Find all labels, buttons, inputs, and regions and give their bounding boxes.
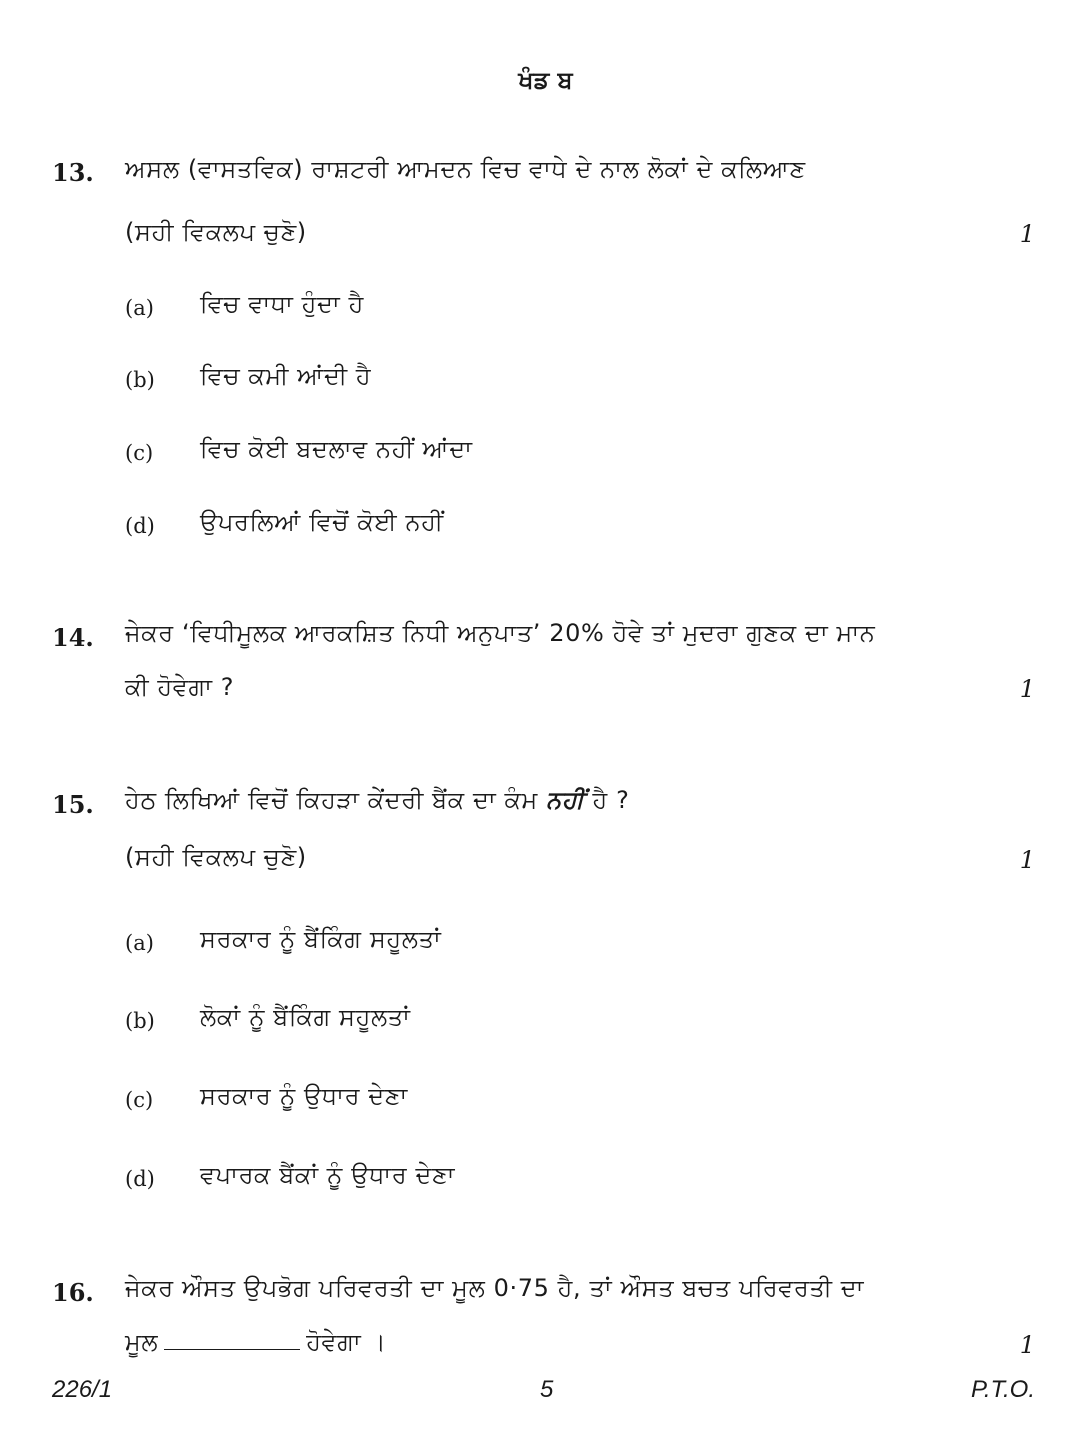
question-number: 14. bbox=[52, 623, 94, 652]
option-text: ਸਰਕਾਰ ਨੂੰ ਉਧਾਰ ਦੇਣਾ bbox=[200, 1082, 408, 1110]
option-letter: (b) bbox=[125, 368, 155, 392]
question-instruction: (ਸਹੀ ਵਿਕਲਪ ਚੁਣੋ) bbox=[125, 843, 307, 871]
marks: 1 bbox=[1019, 220, 1035, 248]
question-instruction: (ਸਹੀ ਵਿਕਲਪ ਚੁਣੋ) bbox=[125, 218, 307, 246]
option-letter: (d) bbox=[125, 514, 155, 538]
question-text-part: ਹੋਵੇਗਾ । bbox=[306, 1328, 387, 1356]
option-letter: (b) bbox=[125, 1009, 155, 1033]
option-text: ਵਪਾਰਕ ਬੈਂਕਾਂ ਨੂੰ ਉਧਾਰ ਦੇਣਾ bbox=[200, 1161, 456, 1189]
question-text-part: ਮੂਲ bbox=[125, 1328, 159, 1356]
option-letter: (c) bbox=[125, 441, 154, 465]
option-text: ਸਰਕਾਰ ਨੂੰ ਬੈਂਕਿੰਗ ਸਹੂਲਤਾਂ bbox=[200, 925, 442, 953]
option-letter: (c) bbox=[125, 1088, 154, 1112]
question-text: ਜੇਕਰ ‘ਵਿਧੀਮੂਲਕ ਆਰਕਸ਼ਿਤ ਨਿਧੀ ਅਨੁਪਾਤ’ 20% ਹੋਵੇ ਤਾਂ ਮੁਦਰਾ ਗੁਣਕ ਦਾ ਮਾਨ bbox=[125, 619, 876, 647]
option-text: ਵਿਚ ਕਮੀ ਆਂਦੀ ਹੈ bbox=[200, 362, 372, 390]
marks: 1 bbox=[1019, 675, 1035, 703]
option-text: ਲੋਕਾਂ ਨੂੰ ਬੈਂਕਿੰਗ ਸਹੂਲਤਾਂ bbox=[200, 1003, 411, 1031]
question-text-part: ਹੈ ? bbox=[592, 786, 630, 814]
pto-label: P.T.O. bbox=[970, 1376, 1035, 1403]
option-text: ਉਪਰਲਿਆਂ ਵਿਚੋਂ ਕੋਈ ਨਹੀਂ bbox=[200, 508, 444, 536]
question-text: ਅਸਲ (ਵਾਸਤਵਿਕ) ਰਾਸ਼ਟਰੀ ਆਮਦਨ ਵਿਚ ਵਾਧੇ ਦੇ ਨਾਲ ਲੋਕਾਂ ਦੇ ਕਲਿਆਣ bbox=[125, 155, 806, 183]
page-number: 5 bbox=[540, 1376, 554, 1403]
question-text-part: ਹੇਠ ਲਿਖਿਆਂ ਵਿਚੋਂ ਕਿਹੜਾ ਕੇਂਦਰੀ ਬੈਂਕ ਦਾ ਕੰਮ bbox=[125, 786, 538, 814]
question-text bbox=[125, 1328, 386, 1356]
marks: 1 bbox=[1019, 846, 1035, 874]
marks: 1 bbox=[1019, 1331, 1035, 1359]
paper-code: 226/1 bbox=[52, 1376, 113, 1403]
question-text bbox=[125, 786, 629, 814]
option-letter: (a) bbox=[125, 931, 154, 955]
question-number: 15. bbox=[52, 790, 94, 819]
question-text: ਕੀ ਹੋਵੇਗਾ ? bbox=[125, 673, 235, 701]
option-text: ਵਿਚ ਕੋਈ ਬਦਲਾਵ ਨਹੀਂ ਆਂਦਾ bbox=[200, 435, 473, 463]
option-text: ਵਿਚ ਵਾਧਾ ਹੁੰਦਾ ਹੈ bbox=[200, 290, 364, 318]
answer-blank bbox=[164, 1331, 300, 1350]
question-number: 13. bbox=[52, 158, 94, 187]
option-letter: (a) bbox=[125, 296, 154, 320]
emphasis-word: ਨਹੀਂ bbox=[546, 786, 585, 814]
section-title: ਖੰਡ ਬ bbox=[518, 66, 573, 94]
question-number: 16. bbox=[52, 1278, 94, 1307]
question-text: ਜੇਕਰ ਔਸਤ ਉਪਭੋਗ ਪਰਿਵਰਤੀ ਦਾ ਮੂਲ 0·75 ਹੈ, ਤਾਂ ਔਸਤ ਬਚਤ ਪਰਿਵਰਤੀ ਦਾ bbox=[125, 1274, 865, 1302]
option-letter: (d) bbox=[125, 1167, 155, 1191]
